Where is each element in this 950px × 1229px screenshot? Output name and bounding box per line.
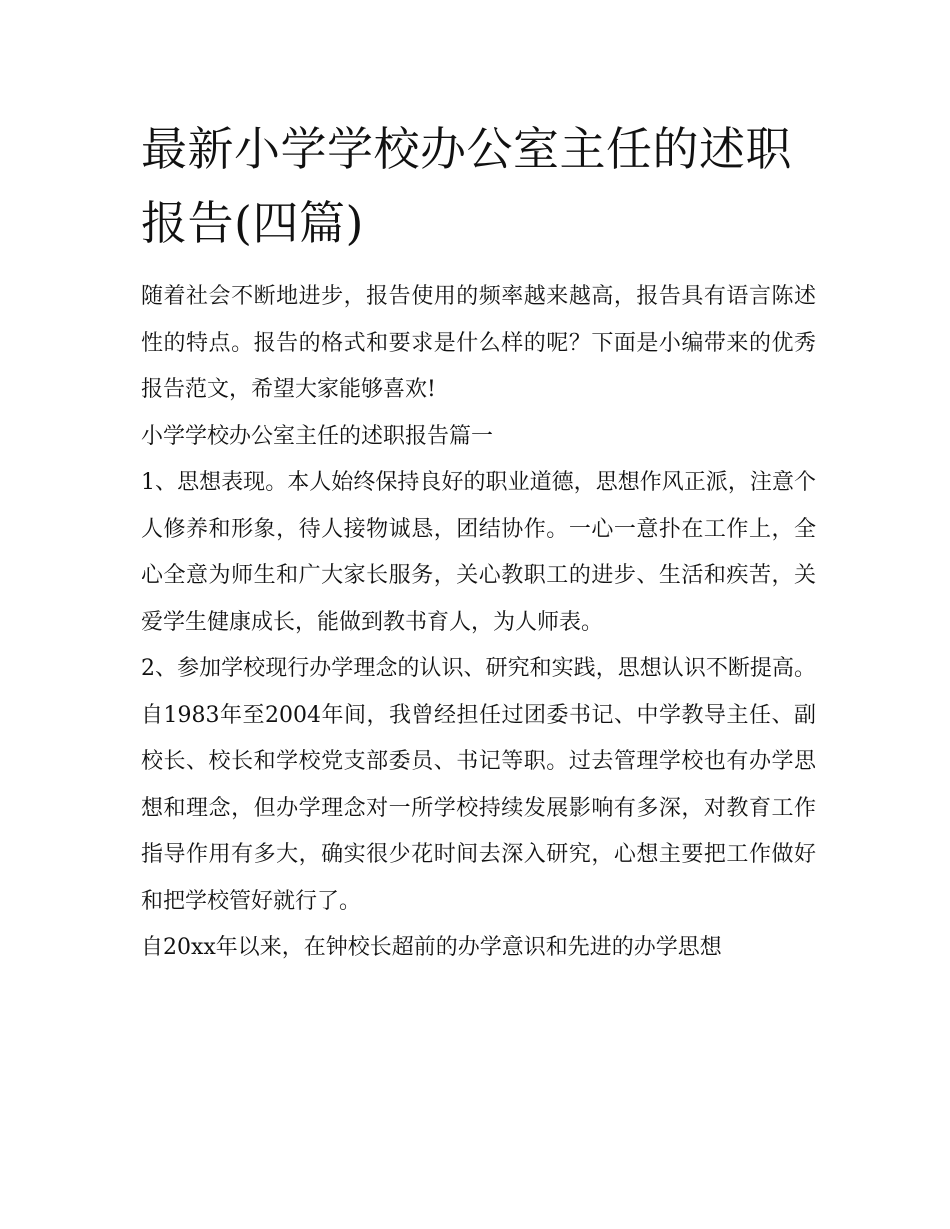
paragraph-3: 自20xx年以来，在钟校长超前的办学意识和先进的办学思想 <box>141 935 722 960</box>
paragraph-1: 1、思想表现。本人始终保持良好的职业道德，思想作风正派，注意个人修养和形象，待人接物诚恳，团结协作。一心一意扑在工作上，全心全意为师生和广大家长服务，关心教职工的进步、生活和疾苦，关爱学生健康成长，能做到教书育人，为人师表。 <box>141 470 816 635</box>
document-content <box>141 112 816 972</box>
document-body <box>141 274 816 972</box>
section-heading: 小学学校办公室主任的述职报告篇一 <box>141 423 494 449</box>
paragraph-2: 2、参加学校现行办学理念的认识、研究和实践，思想认识不断提高。自1983年至2004年间，我曾经担任过团委书记、中学教导主任、副校长、校长和学校党支部委员、书记等职。过去管理学校也有办学思想和理念，但办学理念对一所学校持续发展影响有多深，对教育工作指导作用有多大，确实很少花时间去深入研究，心想主要把工作做好和把学校管好就行了。 <box>141 656 816 914</box>
intro-paragraph: 随着社会不断地进步，报告使用的频率越来越高，报告具有语言陈述性的特点。报告的格式和要求是什么样的呢？下面是小编带来的优秀报告范文，希望大家能够喜欢! <box>141 284 816 402</box>
document-title: 最新小学学校办公室主任的述职报告(四篇) <box>141 122 792 250</box>
